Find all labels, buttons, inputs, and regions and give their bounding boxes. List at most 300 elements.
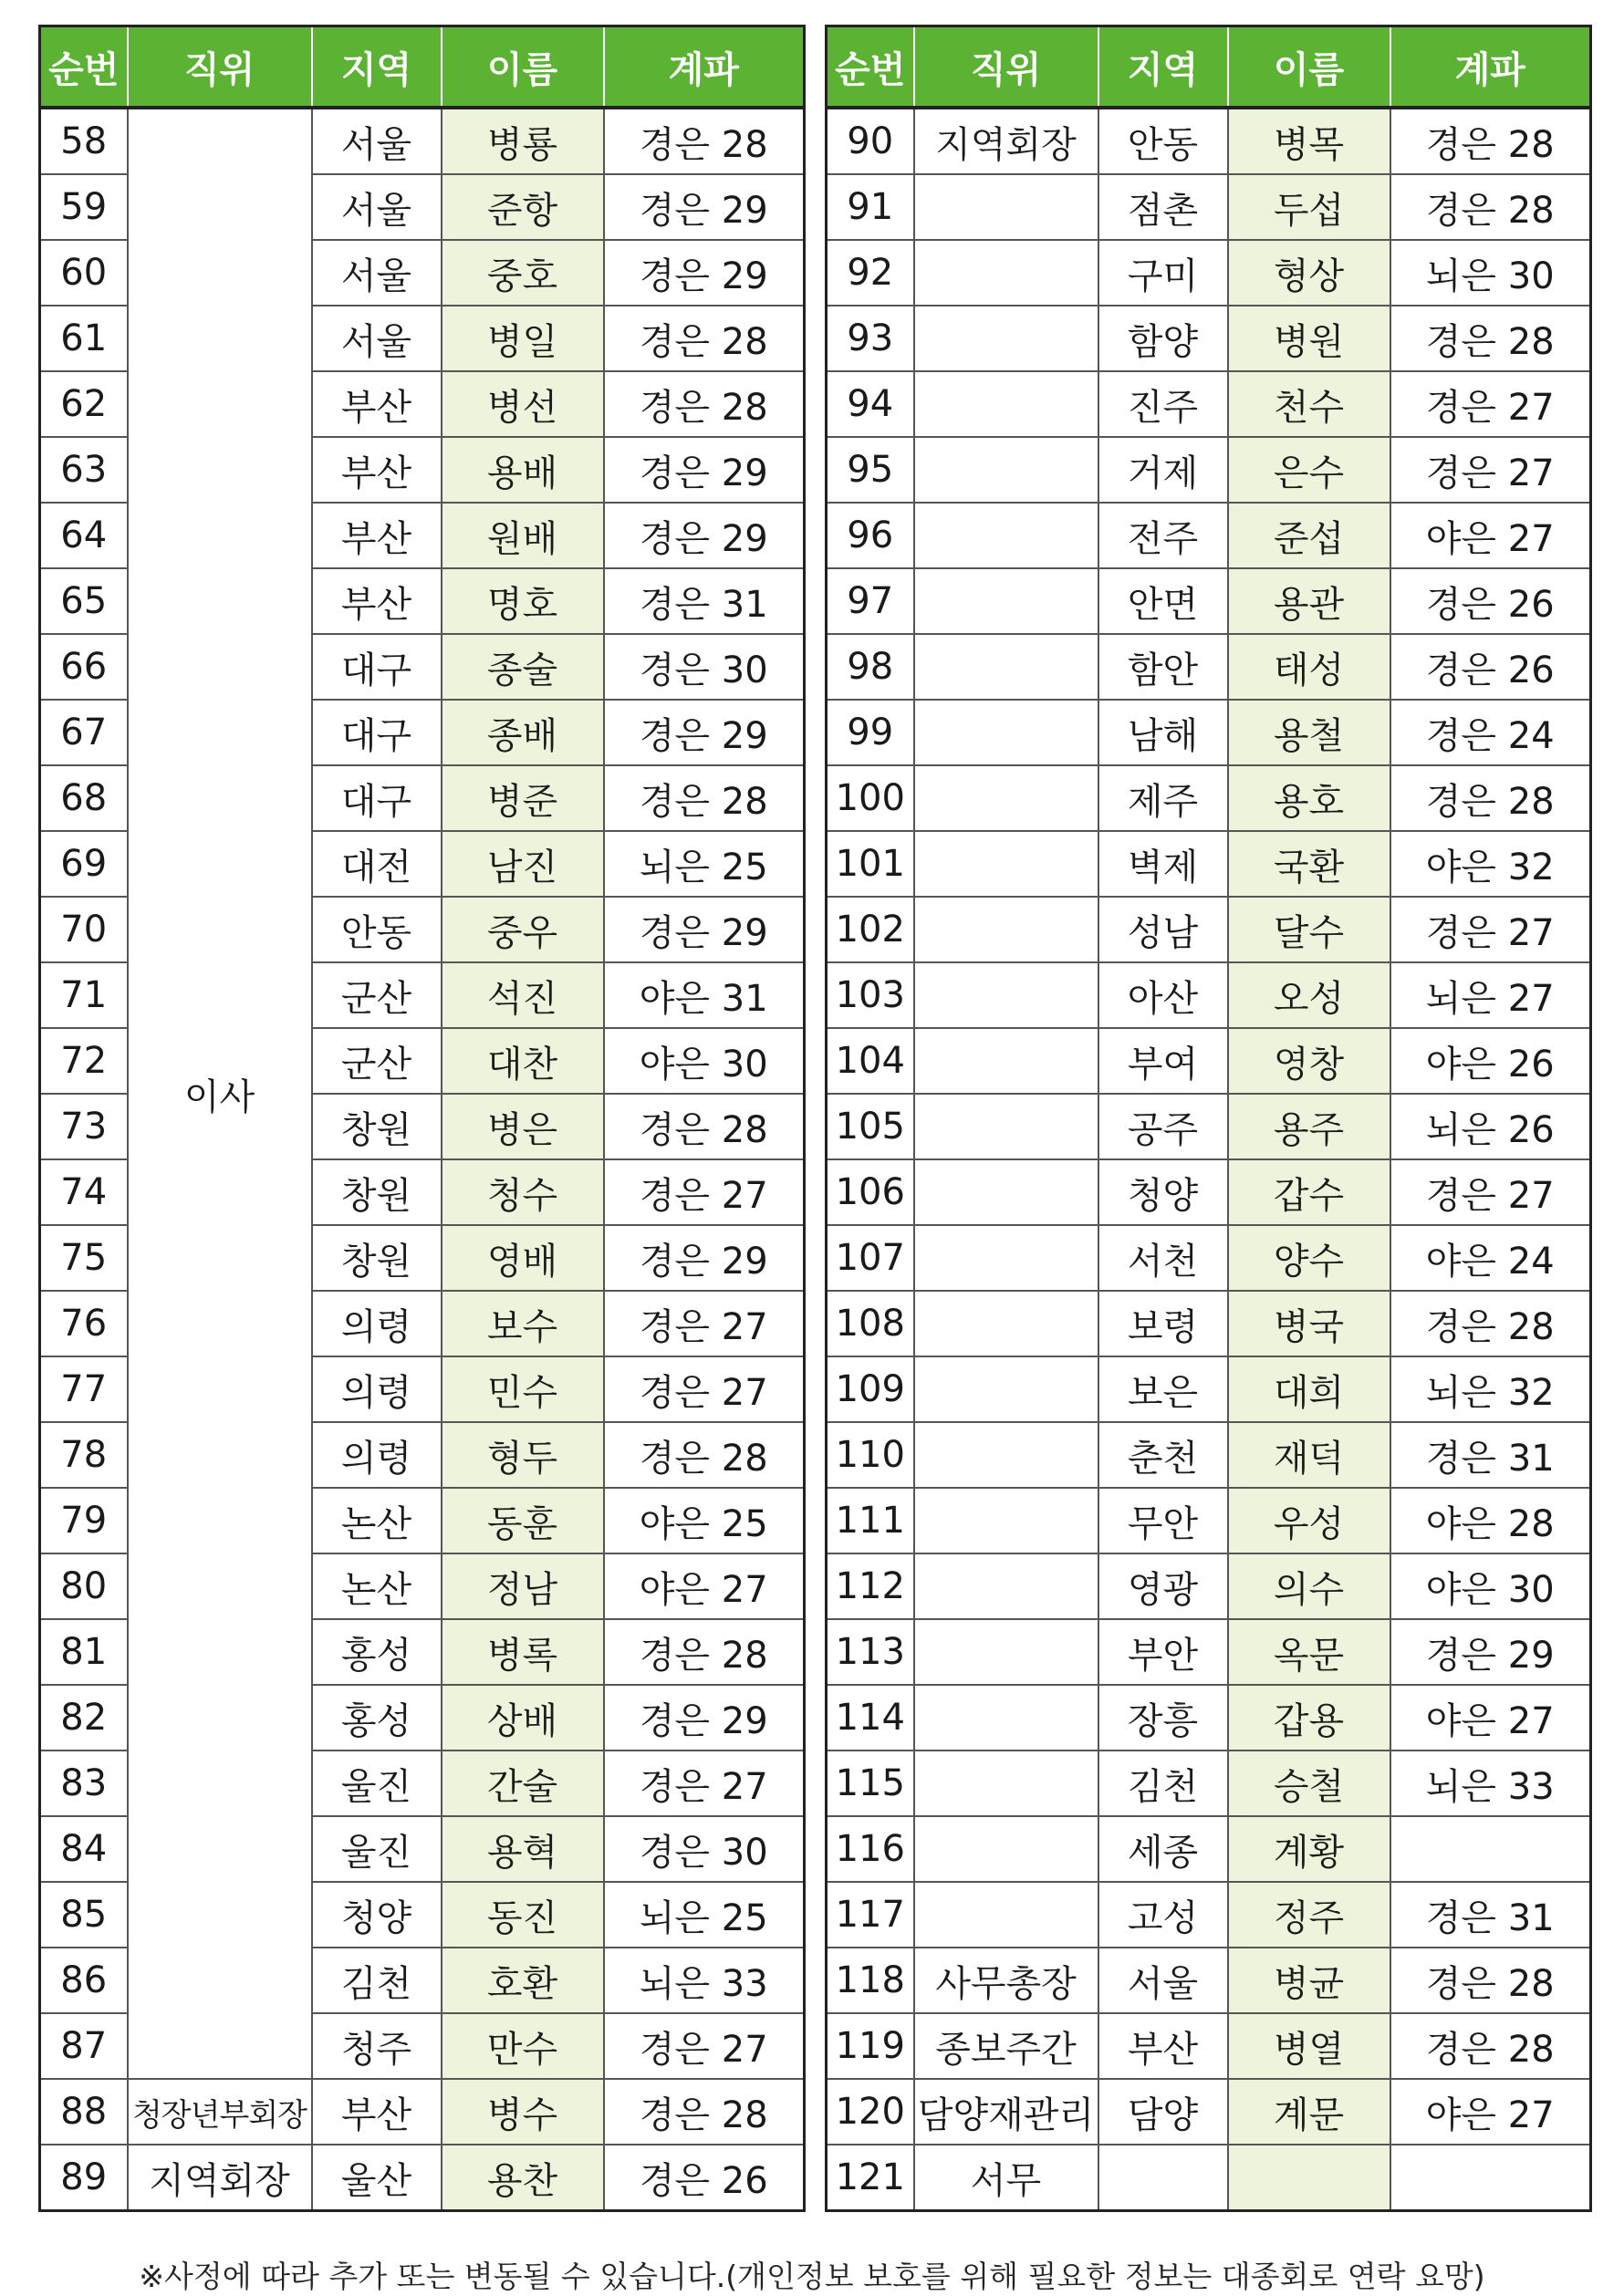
order-number-cell: 80 [40, 1553, 128, 1619]
name-cell: 국환 [1228, 831, 1390, 897]
region-cell: 공주 [1098, 1094, 1228, 1159]
table-row [827, 1619, 1591, 1685]
position-cell [914, 1619, 1098, 1685]
position-cell [914, 1356, 1098, 1422]
footnote: ※사정에 따라 추가 또는 변동될 수 있습니다.(개인정보 보호를 위해 필요한 정보는 대종회로 연락 요망) [139, 2259, 1485, 2294]
table-row [827, 437, 1591, 503]
name-cell: 재덕 [1228, 1422, 1390, 1488]
position-cell: 지역회장 [914, 108, 1098, 174]
order-number-cell: 82 [40, 1685, 128, 1751]
table-row [40, 2079, 805, 2145]
lineage-cell: 경은 31 [604, 568, 805, 634]
order-number-cell: 96 [827, 503, 914, 568]
table-row [827, 240, 1591, 306]
lineage-cell: 경은 28 [604, 2079, 805, 2145]
region-cell: 춘천 [1098, 1422, 1228, 1488]
position-cell [914, 174, 1098, 240]
table-row [827, 1553, 1591, 1619]
region-cell: 청양 [312, 1882, 442, 1948]
table-row [827, 1422, 1591, 1488]
position-cell [914, 568, 1098, 634]
column-header: 직위 [914, 26, 1098, 109]
lineage-cell: 야은 32 [1390, 831, 1591, 897]
region-cell: 군산 [312, 1028, 442, 1094]
order-number-cell: 77 [40, 1356, 128, 1422]
table-row [827, 1356, 1591, 1422]
lineage-cell: 경은 26 [1390, 568, 1591, 634]
table-row [827, 1159, 1591, 1225]
name-cell: 병원 [1228, 306, 1390, 371]
lineage-cell: 경은 30 [604, 1816, 805, 1882]
order-number-cell: 91 [827, 174, 914, 240]
lineage-cell: 경은 29 [604, 240, 805, 306]
region-cell: 안동 [1098, 108, 1228, 174]
region-cell: 서울 [1098, 1948, 1228, 2013]
order-number-cell: 85 [40, 1882, 128, 1948]
name-cell: 병국 [1228, 1291, 1390, 1356]
name-cell: 준항 [442, 174, 604, 240]
lineage-cell: 경은 28 [604, 1619, 805, 1685]
order-number-cell: 120 [827, 2079, 914, 2145]
position-cell [914, 1159, 1098, 1225]
order-number-cell: 99 [827, 700, 914, 765]
lineage-cell: 경은 28 [604, 765, 805, 831]
region-cell: 논산 [312, 1488, 442, 1553]
lineage-cell: 경은 24 [1390, 700, 1591, 765]
region-cell: 부여 [1098, 1028, 1228, 1094]
region-cell: 영광 [1098, 1553, 1228, 1619]
name-cell: 대희 [1228, 1356, 1390, 1422]
lineage-cell: 뇌은 33 [1390, 1751, 1591, 1816]
region-cell: 구미 [1098, 240, 1228, 306]
order-number-cell: 90 [827, 108, 914, 174]
name-cell: 우성 [1228, 1488, 1390, 1553]
name-cell: 용호 [1228, 765, 1390, 831]
order-number-cell: 103 [827, 962, 914, 1028]
column-header: 지역 [1098, 26, 1228, 109]
order-number-cell: 67 [40, 700, 128, 765]
table-row [827, 1948, 1591, 2013]
column-header: 이름 [1228, 26, 1390, 109]
order-number-cell: 97 [827, 568, 914, 634]
region-cell: 부산 [312, 2079, 442, 2145]
name-cell: 영창 [1228, 1028, 1390, 1094]
region-cell: 진주 [1098, 371, 1228, 437]
name-cell: 승철 [1228, 1751, 1390, 1816]
region-cell: 성남 [1098, 897, 1228, 962]
order-number-cell: 105 [827, 1094, 914, 1159]
order-number-cell: 100 [827, 765, 914, 831]
lineage-cell: 경은 29 [604, 174, 805, 240]
region-cell: 김천 [312, 1948, 442, 2013]
order-number-cell: 116 [827, 1816, 914, 1882]
order-number-cell: 114 [827, 1685, 914, 1751]
position-cell: 이사 [128, 108, 312, 2079]
name-cell: 계문 [1228, 2079, 1390, 2145]
position-cell: 지역회장 [128, 2145, 312, 2211]
lineage-cell: 뇌은 27 [1390, 962, 1591, 1028]
region-cell: 대구 [312, 634, 442, 700]
position-cell: 사무총장 [914, 1948, 1098, 2013]
table-row [827, 831, 1591, 897]
region-cell: 김천 [1098, 1751, 1228, 1816]
lineage-cell: 경은 26 [604, 2145, 805, 2211]
name-cell: 호환 [442, 1948, 604, 2013]
table-row [827, 1094, 1591, 1159]
table-row [827, 2013, 1591, 2079]
lineage-cell: 야은 30 [604, 1028, 805, 1094]
name-cell: 중우 [442, 897, 604, 962]
name-cell: 정남 [442, 1553, 604, 1619]
region-cell: 담양 [1098, 2079, 1228, 2145]
name-cell: 오성 [1228, 962, 1390, 1028]
name-cell: 병열 [1228, 2013, 1390, 2079]
name-cell: 종술 [442, 634, 604, 700]
region-cell: 서울 [312, 306, 442, 371]
name-cell: 종배 [442, 700, 604, 765]
order-number-cell: 65 [40, 568, 128, 634]
order-number-cell: 59 [40, 174, 128, 240]
position-cell [914, 1488, 1098, 1553]
name-cell: 갑용 [1228, 1685, 1390, 1751]
lineage-cell: 야은 25 [604, 1488, 805, 1553]
region-cell: 고성 [1098, 1882, 1228, 1948]
region-cell: 울진 [312, 1751, 442, 1816]
region-cell: 홍성 [312, 1685, 442, 1751]
name-cell: 용배 [442, 437, 604, 503]
region-cell: 안동 [312, 897, 442, 962]
region-cell: 창원 [312, 1159, 442, 1225]
order-number-cell: 74 [40, 1159, 128, 1225]
name-cell: 준섭 [1228, 503, 1390, 568]
position-cell [914, 1422, 1098, 1488]
lineage-cell: 경은 29 [1390, 1619, 1591, 1685]
lineage-cell: 야은 27 [1390, 1685, 1591, 1751]
order-number-cell: 68 [40, 765, 128, 831]
region-cell: 세종 [1098, 1816, 1228, 1882]
region-cell: 울진 [312, 1816, 442, 1882]
header-row [827, 26, 1591, 109]
order-number-cell: 95 [827, 437, 914, 503]
lineage-cell: 뇌은 26 [1390, 1094, 1591, 1159]
region-cell: 홍성 [312, 1619, 442, 1685]
order-number-cell: 72 [40, 1028, 128, 1094]
order-number-cell: 106 [827, 1159, 914, 1225]
position-cell [914, 765, 1098, 831]
order-number-cell: 104 [827, 1028, 914, 1094]
position-cell [914, 306, 1098, 371]
table-row [827, 108, 1591, 174]
order-number-cell: 66 [40, 634, 128, 700]
name-cell: 원배 [442, 503, 604, 568]
region-cell: 논산 [312, 1553, 442, 1619]
name-cell: 중호 [442, 240, 604, 306]
order-number-cell: 70 [40, 897, 128, 962]
lineage-cell: 경은 28 [604, 1094, 805, 1159]
position-cell: 담양재관리 [914, 2079, 1098, 2145]
region-cell: 부산 [312, 568, 442, 634]
lineage-cell: 뇌은 25 [604, 831, 805, 897]
order-number-cell: 71 [40, 962, 128, 1028]
lineage-cell: 경은 28 [1390, 1291, 1591, 1356]
region-cell: 부산 [312, 371, 442, 437]
region-cell: 창원 [312, 1225, 442, 1291]
region-cell: 대구 [312, 765, 442, 831]
region-cell: 제주 [1098, 765, 1228, 831]
lineage-cell: 야은 27 [1390, 503, 1591, 568]
region-cell: 창원 [312, 1094, 442, 1159]
column-header: 지역 [312, 26, 442, 109]
position-cell [914, 371, 1098, 437]
order-number-cell: 108 [827, 1291, 914, 1356]
position-cell: 종보주간 [914, 2013, 1098, 2079]
name-cell: 병일 [442, 306, 604, 371]
lineage-cell: 야은 27 [604, 1553, 805, 1619]
name-cell: 계황 [1228, 1816, 1390, 1882]
table-row [827, 700, 1591, 765]
order-number-cell: 121 [827, 2145, 914, 2211]
name-cell: 형상 [1228, 240, 1390, 306]
order-number-cell: 62 [40, 371, 128, 437]
lineage-cell: 경은 31 [1390, 1422, 1591, 1488]
name-cell: 두섭 [1228, 174, 1390, 240]
name-cell: 석진 [442, 962, 604, 1028]
order-number-cell: 75 [40, 1225, 128, 1291]
lineage-cell: 경은 29 [604, 897, 805, 962]
position-cell [914, 1553, 1098, 1619]
table-row [827, 634, 1591, 700]
roster-table-left [38, 25, 806, 2212]
lineage-cell: 뇌은 30 [1390, 240, 1591, 306]
table-row [827, 2079, 1591, 2145]
name-cell: 간술 [442, 1751, 604, 1816]
position-cell: 서무 [914, 2145, 1098, 2211]
table-row [40, 108, 805, 174]
name-cell: 은수 [1228, 437, 1390, 503]
order-number-cell: 93 [827, 306, 914, 371]
lineage-cell: 경은 28 [1390, 174, 1591, 240]
region-cell: 울산 [312, 2145, 442, 2211]
order-number-cell: 88 [40, 2079, 128, 2145]
name-cell: 병룡 [442, 108, 604, 174]
region-cell: 군산 [312, 962, 442, 1028]
region-cell: 장흥 [1098, 1685, 1228, 1751]
region-cell: 보령 [1098, 1291, 1228, 1356]
order-number-cell: 119 [827, 2013, 914, 2079]
order-number-cell: 110 [827, 1422, 914, 1488]
name-cell: 동진 [442, 1882, 604, 1948]
lineage-cell: 경은 28 [1390, 1948, 1591, 2013]
name-cell: 동훈 [442, 1488, 604, 1553]
region-cell: 부산 [312, 437, 442, 503]
lineage-cell: 야은 27 [1390, 2079, 1591, 2145]
order-number-cell: 78 [40, 1422, 128, 1488]
region-cell: 벽제 [1098, 831, 1228, 897]
table-row [827, 1882, 1591, 1948]
order-number-cell: 101 [827, 831, 914, 897]
lineage-cell: 경은 26 [1390, 634, 1591, 700]
order-number-cell: 61 [40, 306, 128, 371]
region-cell: 무안 [1098, 1488, 1228, 1553]
name-cell: 양수 [1228, 1225, 1390, 1291]
region-cell: 의령 [312, 1291, 442, 1356]
lineage-cell: 경은 30 [604, 634, 805, 700]
lineage-cell: 야은 24 [1390, 1225, 1591, 1291]
order-number-cell: 89 [40, 2145, 128, 2211]
order-number-cell: 86 [40, 1948, 128, 2013]
lineage-cell: 경은 28 [604, 1422, 805, 1488]
name-cell: 용찬 [442, 2145, 604, 2211]
name-cell: 청수 [442, 1159, 604, 1225]
name-cell: 병록 [442, 1619, 604, 1685]
lineage-cell: 경은 29 [604, 700, 805, 765]
table-row [827, 503, 1591, 568]
lineage-cell: 야은 31 [604, 962, 805, 1028]
name-cell: 상배 [442, 1685, 604, 1751]
name-cell: 천수 [1228, 371, 1390, 437]
lineage-cell: 경은 27 [604, 2013, 805, 2079]
table-row [827, 1291, 1591, 1356]
table-row [827, 371, 1591, 437]
order-number-cell: 112 [827, 1553, 914, 1619]
region-cell: 거제 [1098, 437, 1228, 503]
order-number-cell: 109 [827, 1356, 914, 1422]
order-number-cell: 113 [827, 1619, 914, 1685]
order-number-cell: 73 [40, 1094, 128, 1159]
lineage-cell: 경은 28 [604, 306, 805, 371]
name-cell: 용주 [1228, 1094, 1390, 1159]
lineage-cell: 뇌은 33 [604, 1948, 805, 2013]
position-cell [914, 831, 1098, 897]
region-cell: 대구 [312, 700, 442, 765]
order-number-cell: 69 [40, 831, 128, 897]
table-row [827, 1816, 1591, 1882]
region-cell [1098, 2145, 1228, 2211]
region-cell: 전주 [1098, 503, 1228, 568]
region-cell: 함안 [1098, 634, 1228, 700]
name-cell: 의수 [1228, 1553, 1390, 1619]
lineage-cell: 경은 27 [604, 1751, 805, 1816]
name-cell: 형두 [442, 1422, 604, 1488]
order-number-cell: 64 [40, 503, 128, 568]
position-cell [914, 897, 1098, 962]
position-cell [914, 634, 1098, 700]
table-row [827, 962, 1591, 1028]
order-number-cell: 92 [827, 240, 914, 306]
region-cell: 청양 [1098, 1159, 1228, 1225]
region-cell: 함양 [1098, 306, 1228, 371]
order-number-cell: 98 [827, 634, 914, 700]
lineage-cell: 경은 28 [1390, 108, 1591, 174]
name-cell: 만수 [442, 2013, 604, 2079]
region-cell: 부안 [1098, 1619, 1228, 1685]
region-cell: 서천 [1098, 1225, 1228, 1291]
name-cell: 정주 [1228, 1882, 1390, 1948]
lineage-cell: 야은 28 [1390, 1488, 1591, 1553]
position-cell [914, 962, 1098, 1028]
order-number-cell: 102 [827, 897, 914, 962]
table-row [827, 174, 1591, 240]
table-row [827, 1685, 1591, 1751]
lineage-cell: 뇌은 32 [1390, 1356, 1591, 1422]
order-number-cell: 94 [827, 371, 914, 437]
region-cell: 서울 [312, 240, 442, 306]
lineage-cell: 경은 27 [1390, 897, 1591, 962]
region-cell: 부산 [312, 503, 442, 568]
order-number-cell: 58 [40, 108, 128, 174]
lineage-cell: 경은 28 [1390, 765, 1591, 831]
position-cell [914, 1882, 1098, 1948]
position-cell [914, 1094, 1098, 1159]
name-cell: 민수 [442, 1356, 604, 1422]
order-number-cell: 115 [827, 1751, 914, 1816]
table-row [40, 2145, 805, 2211]
lineage-cell [1390, 1816, 1591, 1882]
lineage-cell: 경은 29 [604, 437, 805, 503]
lineage-cell: 경은 27 [604, 1159, 805, 1225]
roster-table-right [825, 25, 1592, 2212]
table-row [827, 897, 1591, 962]
name-cell: 병은 [442, 1094, 604, 1159]
order-number-cell: 63 [40, 437, 128, 503]
position-cell [914, 240, 1098, 306]
table-row [827, 1751, 1591, 1816]
order-number-cell: 107 [827, 1225, 914, 1291]
order-number-cell: 76 [40, 1291, 128, 1356]
column-header: 계파 [604, 26, 805, 109]
name-cell: 병균 [1228, 1948, 1390, 2013]
name-cell: 용혁 [442, 1816, 604, 1882]
name-cell: 병준 [442, 765, 604, 831]
region-cell: 청주 [312, 2013, 442, 2079]
column-header: 직위 [128, 26, 312, 109]
table-row [827, 1225, 1591, 1291]
name-cell: 보수 [442, 1291, 604, 1356]
name-cell: 달수 [1228, 897, 1390, 962]
name-cell: 용철 [1228, 700, 1390, 765]
position-cell [914, 437, 1098, 503]
lineage-cell [1390, 2145, 1591, 2211]
lineage-cell: 경은 29 [604, 1225, 805, 1291]
order-number-cell: 79 [40, 1488, 128, 1553]
region-cell: 안면 [1098, 568, 1228, 634]
order-number-cell: 118 [827, 1948, 914, 2013]
region-cell: 아산 [1098, 962, 1228, 1028]
region-cell: 서울 [312, 174, 442, 240]
position-cell [914, 1291, 1098, 1356]
name-cell: 갑수 [1228, 1159, 1390, 1225]
lineage-cell: 경은 27 [1390, 371, 1591, 437]
name-cell: 대찬 [442, 1028, 604, 1094]
order-number-cell: 83 [40, 1751, 128, 1816]
region-cell: 서울 [312, 108, 442, 174]
column-header: 이름 [442, 26, 604, 109]
table-row [827, 1028, 1591, 1094]
region-cell: 의령 [312, 1356, 442, 1422]
lineage-cell: 경은 31 [1390, 1882, 1591, 1948]
lineage-cell: 경은 27 [604, 1356, 805, 1422]
position-cell [914, 1685, 1098, 1751]
name-cell [1228, 2145, 1390, 2211]
lineage-cell: 경은 27 [1390, 437, 1591, 503]
order-number-cell: 84 [40, 1816, 128, 1882]
position-cell [914, 503, 1098, 568]
position-cell [914, 1028, 1098, 1094]
region-cell: 의령 [312, 1422, 442, 1488]
lineage-cell: 경은 29 [604, 1685, 805, 1751]
name-cell: 옥문 [1228, 1619, 1390, 1685]
lineage-cell: 경은 28 [1390, 2013, 1591, 2079]
